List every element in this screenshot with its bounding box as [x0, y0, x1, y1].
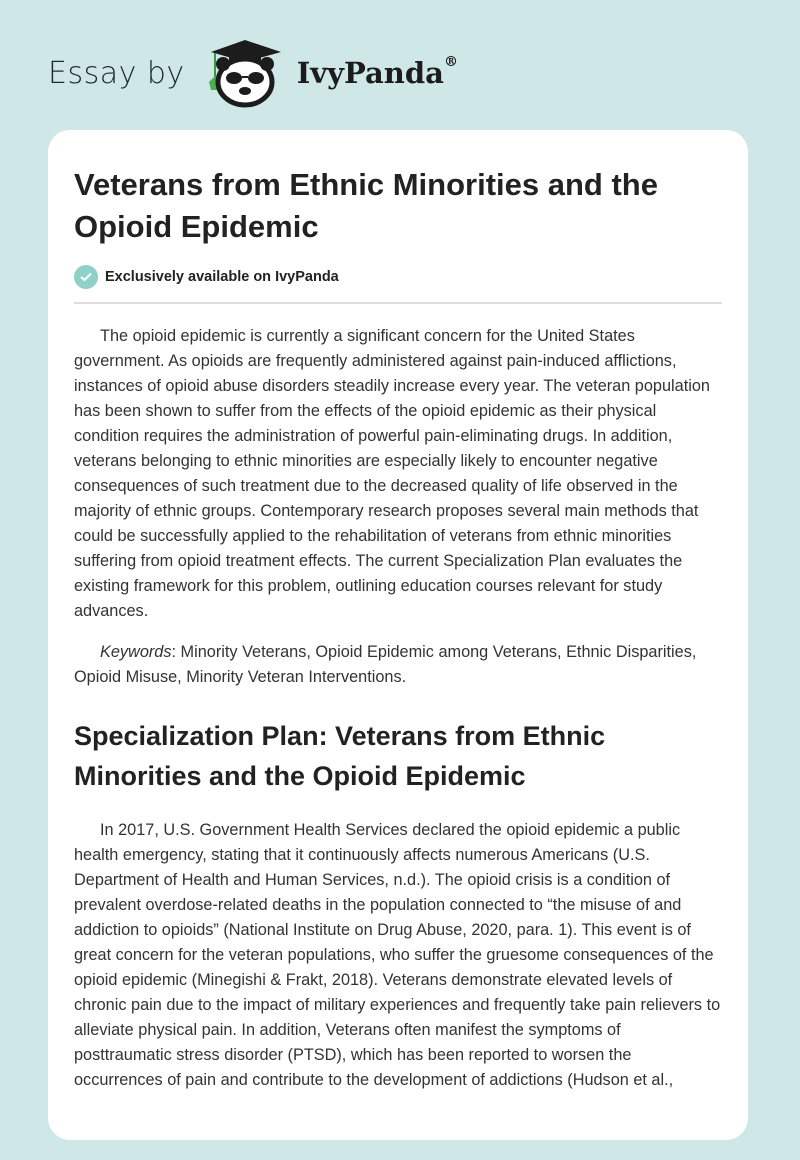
registered-mark: ®	[443, 54, 458, 70]
keywords-label: Keywords	[100, 643, 172, 661]
section-heading: Specialization Plan: Veterans from Ethnic Minorities and the Opioid Epidemic	[74, 721, 606, 791]
exclusive-badge	[74, 265, 722, 304]
site-header	[48, 38, 458, 108]
check-circle-icon	[74, 265, 98, 289]
keywords-list: : Minority Veterans, Opioid Epidemic among Veterans, Ethnic Disparities, Opioid Misuse, Minority Veteran Interventions.	[74, 643, 697, 686]
essay-title: Veterans from Ethnic Minorities and the Opioid Epidemic	[74, 167, 658, 244]
abstract-paragraph: The opioid epidemic is currently a significant concern for the United States government. As opioids are frequently administered against pain-induced afflictions, instances of opioid abuse disorders steadily increase every year. The veteran population has been shown to suffer from the effects of the opioid epidemic as their physical condition requires the administration of powerful pain-eliminating drugs. In addition, veterans belonging to ethnic minorities are especially likely to encounter negative consequences of such treatment due to the decreased quality of life observed in the majority of ethnic groups. Contemporary research proposes several main methods that could be successfully applied to the rehabilitation of veterans from ethnic minorities suffering from opioid treatment effects. The current Specialization Plan evaluates the existing framework for this problem, outlining education courses relevant for study advances.	[74, 327, 710, 620]
brand-name[interactable]	[297, 56, 458, 90]
essay-by-label: Essay by	[48, 55, 185, 91]
panda-logo-icon[interactable]	[201, 38, 287, 108]
badge-text: Exclusively available on IvyPanda	[105, 269, 339, 285]
essay-card	[48, 130, 748, 1140]
keywords-paragraph	[74, 640, 722, 690]
brand-text: IvyPanda	[296, 56, 444, 90]
section-paragraph: In 2017, U.S. Government Health Services declared the opioid epidemic a public health emergency, stating that it continuously affects numerous Americans (U.S. Department of Health and Human Services, n.d.). The opioid crisis is a condition of prevalent overdose-related deaths in the population connected to “the misuse of and addiction to opioids” (National Institute on Drug Abuse, 2020, para. 1). This event is of great concern for the veteran populations, who suffer the gruesome consequences of the opioid epidemic (Minegishi & Frakt, 2018). Veterans demonstrate elevated levels of chronic pain due to the impact of military experiences and frequently take pain relievers to alleviate physical pain. In addition, Veterans often manifest the symptoms of posttraumatic stress disorder (PTSD), which has been reported to worsen the occurrences of pain and contribute to the development of addictions (Hudson et al.,	[74, 821, 721, 1089]
